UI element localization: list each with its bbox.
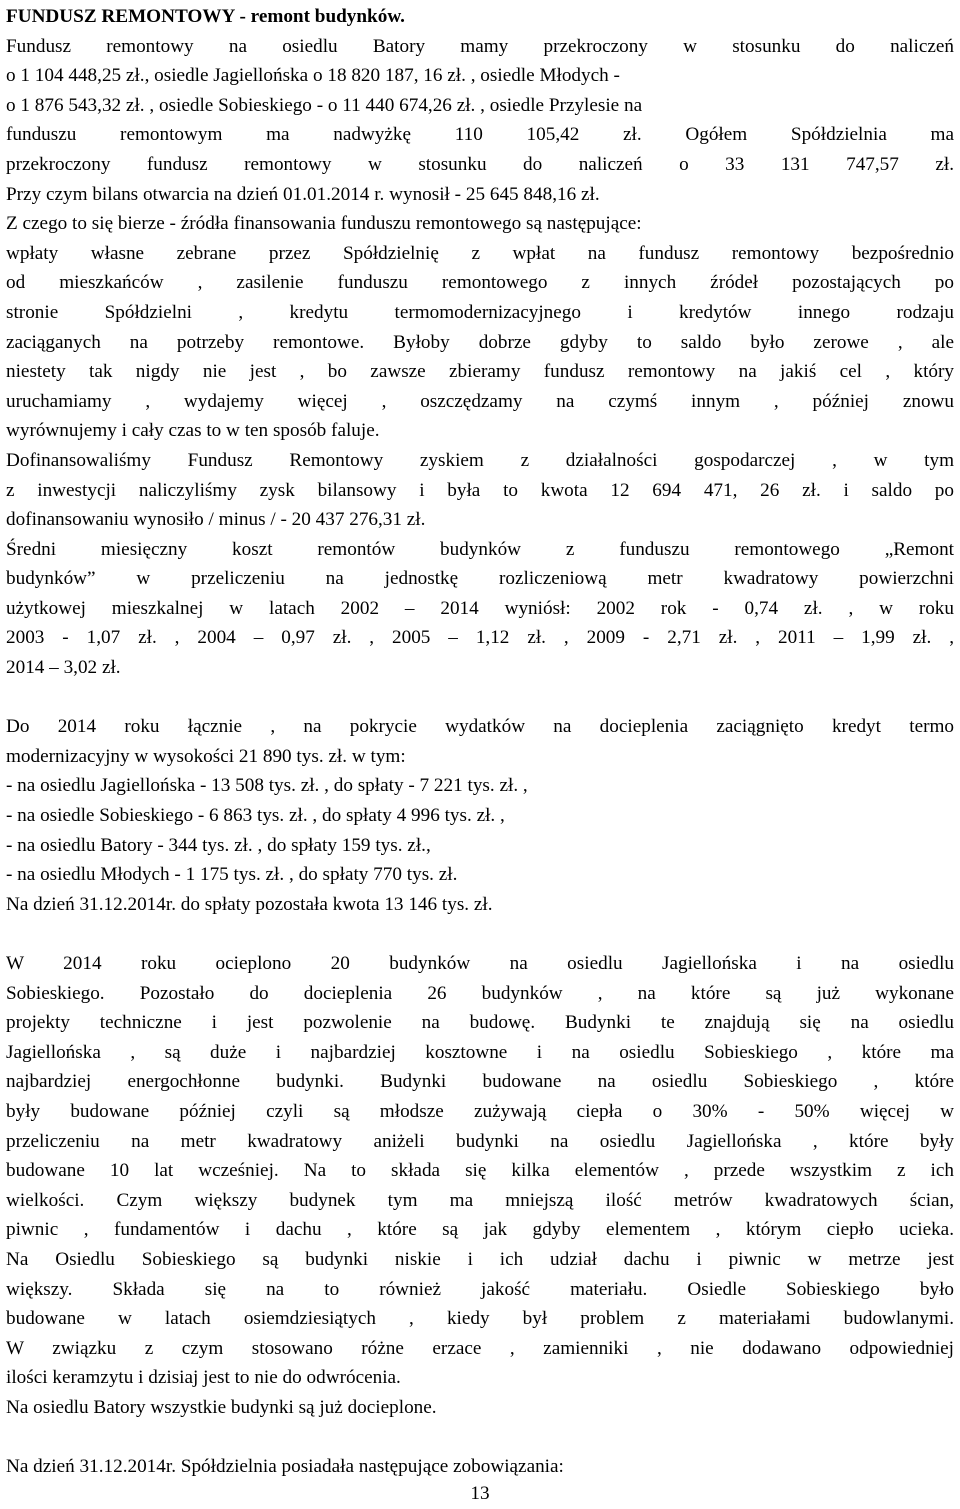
paragraph-gap xyxy=(6,683,954,713)
text-line: projekty techniczne i jest pozwolenie na budowę. Budynki te znajdują się na osiedlu xyxy=(6,1012,954,1034)
text-line: zaciąganych na potrzeby remontowe. Byłoby dobrze gdyby to saldo było zerowe , ale xyxy=(6,331,954,353)
text-line: - na osiedlu Jagiellońska - 13 508 tys. zł. , do spłaty - 7 221 tys. zł. , xyxy=(6,775,528,797)
text-line: Dofinansowaliśmy Fundusz Remontowy zyskiem z działalności gospodarczej , w tym xyxy=(6,449,954,471)
document-page xyxy=(6,2,954,1482)
text-line: wyrównujemy i cały czas to w ten sposób faluje. xyxy=(6,420,380,442)
paragraph-gap xyxy=(6,919,954,949)
text-line: Przy czym bilans otwarcia na dzień 01.01.2014 r. wynosił - 25 645 848,16 zł. xyxy=(6,183,600,205)
text-line: dofinansowaniu wynosiło / minus / - 20 437 276,31 zł. xyxy=(6,509,426,531)
text-line: modernizacyjny w wysokości 21 890 tys. zł. w tym: xyxy=(6,745,406,767)
document-title: FUNDUSZ REMONTOWY - remont budynków. xyxy=(6,6,405,27)
text-line: użytkowej mieszkalnej w latach 2002 – 2014 wyniósł: 2002 rok - 0,74 zł. , w roku xyxy=(6,597,954,619)
text-line: Na dzień 31.12.2014r. Spółdzielnia posiadała następujące zobowiązania: xyxy=(6,1456,564,1478)
text-line: przeliczeniu na metr kwadratowy aniżeli budynki na osiedlu Jagiellońska , które były xyxy=(6,1130,954,1152)
text-line: Do 2014 roku łącznie , na pokrycie wydatków na docieplenia zaciągnięto kredyt termo xyxy=(6,716,954,738)
text-line: od mieszkańców , zasilenie funduszu remontowego z innych źródeł pozostających po xyxy=(6,272,954,294)
text-line: Średni miesięczny koszt remontów budynków z funduszu remontowego „Remont xyxy=(6,538,954,560)
text-line: W związku z czym stosowano różne erzace , zamienniki , nie dodawano odpowiedniej xyxy=(6,1337,954,1359)
text-line: 2014 – 3,02 zł. xyxy=(6,657,121,679)
page-number: 13 xyxy=(470,1483,490,1504)
text-line: Na Osiedlu Sobieskiego są budynki niskie i ich udział dachu i piwnic w metrze jest xyxy=(6,1248,954,1270)
text-line: przekroczony fundusz remontowy w stosunku do naliczeń o 33 131 747,57 zł. xyxy=(6,153,954,175)
text-line: Na dzień 31.12.2014r. do spłaty pozostała kwota 13 146 tys. zł. xyxy=(6,893,493,915)
text-line: funduszu remontowym ma nadwyżkę 110 105,42 zł. Ogółem Spółdzielnia ma xyxy=(6,124,954,146)
text-line: Jagiellońska , są duże i najbardziej kosztowne i na osiedlu Sobieskiego , które ma xyxy=(6,1041,954,1063)
text-line: Sobieskiego. Pozostało do docieplenia 26 budynków , na które są już wykonane xyxy=(6,982,954,1004)
text-line: wpłaty własne zebrane przez Spółdzielnię z wpłat na fundusz remontowy bezpośrednio xyxy=(6,242,954,264)
text-line: o 1 104 448,25 zł., osiedle Jagiellońska o 18 820 187, 16 zł. , osiedle Młodych - xyxy=(6,65,620,87)
text-line: W 2014 roku ocieplono 20 budynków na osiedlu Jagiellońska i na osiedlu xyxy=(6,953,954,974)
text-line: - na osiedlu Batory - 344 tys. zł. , do spłaty 159 tys. zł., xyxy=(6,834,431,856)
text-line: większy. Składa się na to również jakość materiału. Osiedle Sobieskiego było xyxy=(6,1278,954,1300)
text-line: - na osiedle Sobieskiego - 6 863 tys. zł. , do spłaty 4 996 tys. zł. , xyxy=(6,805,505,827)
text-line: były budowane później czyli są młodsze zużywają ciepła o 30% - 50% więcej w xyxy=(6,1100,954,1122)
text-line: Z czego to się bierze - źródła finansowania funduszu remontowego są następujące: xyxy=(6,213,642,235)
text-line: wielkości. Czym większy budynek tym ma mniejszą ilość metrów kwadratowych ścian, xyxy=(6,1189,954,1211)
text-line: budowane 10 lat wcześniej. Na to składa się kilka elementów , przede wszystkim z ich xyxy=(6,1160,954,1182)
text-line: 2003 - 1,07 zł. , 2004 – 0,97 zł. , 2005 – 1,12 zł. , 2009 - 2,71 zł. , 2011 – 1,99 zł. , xyxy=(6,627,954,649)
paragraph-gap xyxy=(6,1423,954,1453)
text-line: niestety tak nigdy nie jest , bo zawsze zbieramy fundusz remontowy na jakiś cel , który xyxy=(6,361,954,383)
text-line: uruchamiamy , wydajemy więcej , oszczędzamy na czymś innym , później znowu xyxy=(6,390,954,412)
text-line: Na osiedlu Batory wszystkie budynki są już docieplone. xyxy=(6,1396,437,1418)
document-body xyxy=(6,32,954,1482)
text-line: Fundusz remontowy na osiedlu Batory mamy przekroczony w stosunku do naliczeń xyxy=(6,35,954,57)
text-line: o 1 876 543,32 zł. , osiedle Sobieskiego - o 11 440 674,26 zł. , osiedle Przylesie na xyxy=(6,94,643,116)
text-line: budowane w latach osiemdziesiątych , kiedy był problem z materiałami budowlanymi. xyxy=(6,1308,954,1330)
text-line: piwnic , fundamentów i dachu , które są jak gdyby elementem , którym ciepło ucieka. xyxy=(6,1219,954,1241)
text-line: stronie Spółdzielni , kredytu termomodernizacyjnego i kredytów innego rodzaju xyxy=(6,301,954,323)
text-line: - na osiedlu Młodych - 1 175 tys. zł. , do spłaty 770 tys. zł. xyxy=(6,864,458,886)
text-line: najbardziej energochłonne budynki. Budynki budowane na osiedlu Sobieskiego , które xyxy=(6,1071,954,1093)
text-line: ilości keramzytu i dzisiaj jest to nie do odwrócenia. xyxy=(6,1367,401,1389)
text-line: budynków” w przeliczeniu na jednostkę rozliczeniową metr kwadratowy powierzchni xyxy=(6,568,954,590)
text-line: z inwestycji naliczyliśmy zysk bilansowy i była to kwota 12 694 471, 26 zł. i saldo po xyxy=(6,479,954,501)
